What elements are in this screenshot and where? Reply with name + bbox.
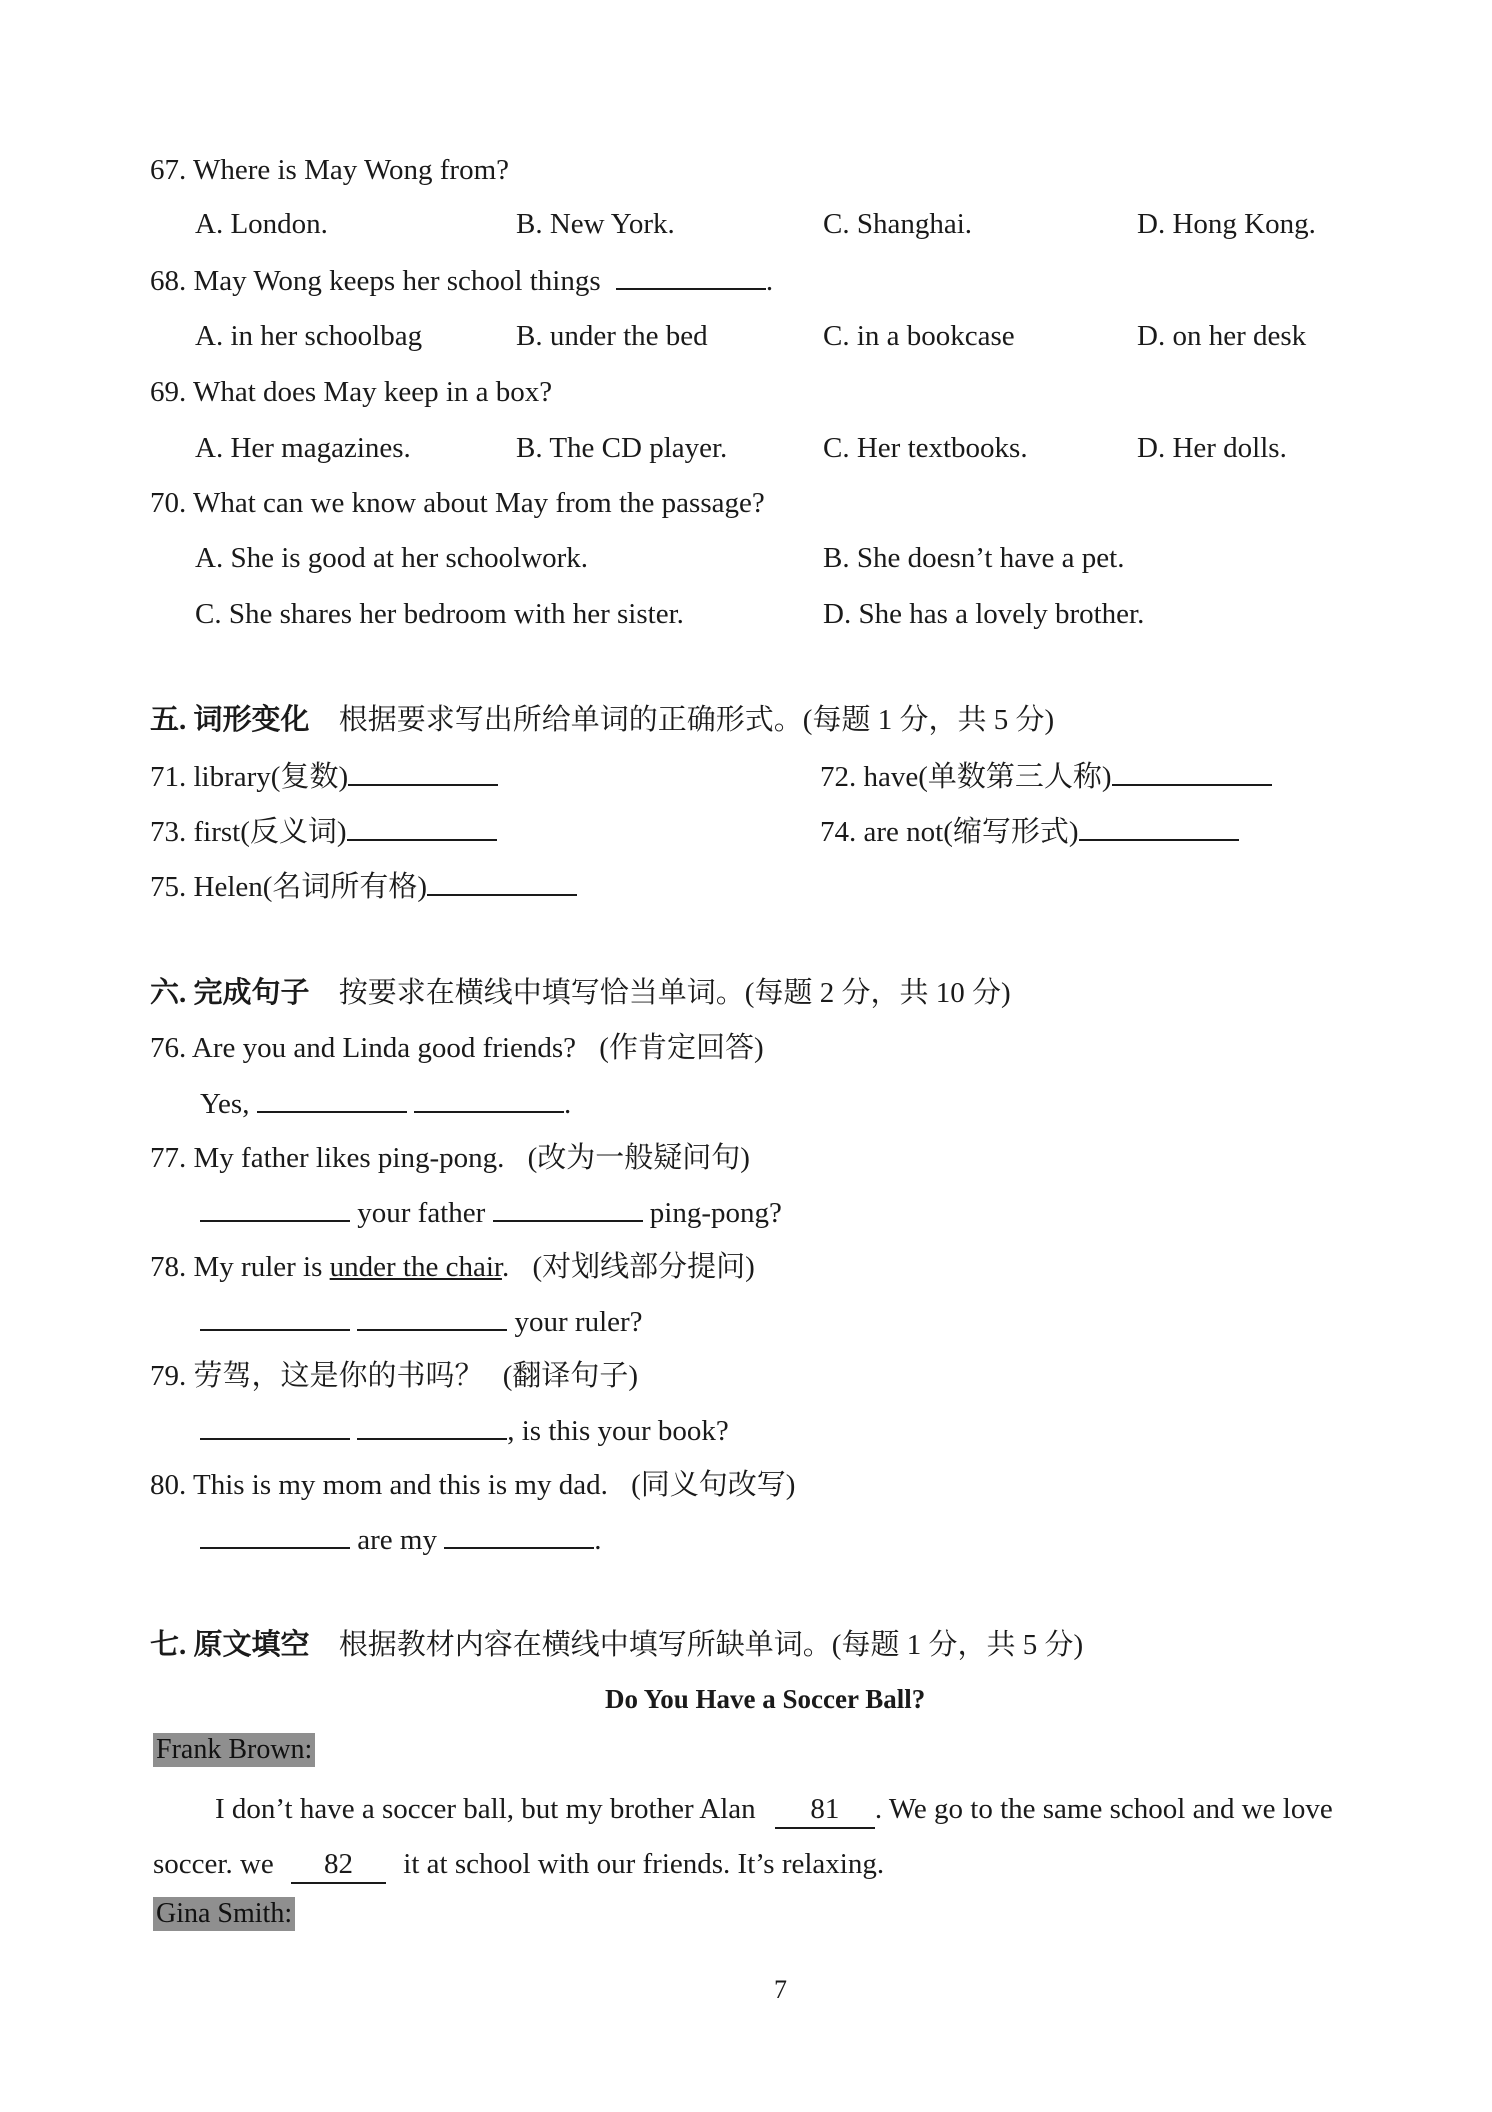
q68-option-c: C. in a bookcase [823, 320, 1015, 352]
page-number: 7 [774, 1975, 787, 2004]
q77-blank-2 [493, 1194, 643, 1222]
q76-stem-text: 76. Are you and Linda good friends? [150, 1032, 577, 1064]
q74-text: 74. are not(缩写形式) [820, 816, 1079, 848]
passage-line-2 [153, 1846, 884, 1884]
q73-answer-blank [347, 813, 497, 841]
q70-option-b: B. She doesn’t have a pet. [823, 542, 1125, 574]
section-5-heading [150, 702, 1054, 738]
q79-hint: (翻译句子) [502, 1360, 639, 1392]
q80-answer-line [200, 1521, 601, 1558]
question-69-stem: 69. What does May keep in a box? [150, 376, 553, 408]
question-79-stem [150, 1358, 638, 1394]
q75-line [150, 868, 577, 905]
q80-answer-middle: are my [357, 1524, 437, 1556]
q78-stem-text: 78. My ruler is [150, 1251, 323, 1283]
section-6-name: 完成句子 [193, 977, 310, 1009]
passage-line-1-text-b: . We go to the same school and we love [874, 1793, 1333, 1825]
passage-line-1-text-a: I don’t have a soccer ball, but my brother Alan [215, 1793, 756, 1825]
q79-answer-line [200, 1412, 729, 1449]
question-77-stem [150, 1140, 750, 1176]
q76-answer-prefix: Yes, [200, 1088, 250, 1120]
q68-answer-blank [616, 262, 766, 290]
q68-stem-text: 68. May Wong keeps her school things [150, 265, 601, 297]
q73-line [150, 813, 497, 850]
q67-option-c: C. Shanghai. [823, 208, 973, 240]
passage-title: Do You Have a Soccer Ball? [605, 1684, 926, 1714]
q79-blank-2 [357, 1412, 507, 1440]
question-76-stem [150, 1030, 764, 1066]
q79-blank-1 [200, 1412, 350, 1440]
q67-option-a: A. London. [195, 208, 328, 240]
q78-underlined-phrase: under the chair [329, 1251, 502, 1283]
q75-text: 75. Helen(名词所有格) [150, 871, 428, 903]
blank-82: 82 [291, 1846, 386, 1884]
q78-stem-end: . [501, 1251, 510, 1283]
q79-stem-text: 79. 劳驾，这是你的书吗？ [150, 1360, 484, 1392]
passage-line-2-text-b: it at school with our friends. It’s relaxing. [403, 1848, 885, 1880]
section-6-number: 六. [150, 977, 187, 1009]
q78-hint: (对划线部分提问) [532, 1251, 755, 1283]
speaker-frank-brown: Frank Brown: [153, 1733, 315, 1767]
question-70-stem: 70. What can we know about May from the passage? [150, 487, 765, 519]
q80-blank-2 [444, 1521, 594, 1549]
q72-answer-blank [1112, 758, 1272, 786]
q77-answer-end: ping-pong? [649, 1197, 782, 1229]
q70-option-a: A. She is good at her schoolwork. [195, 542, 589, 574]
q78-answer-line [200, 1303, 643, 1340]
passage-line-1 [215, 1791, 1333, 1829]
section-7-heading [150, 1627, 1083, 1663]
q76-answer-line [200, 1085, 571, 1122]
q77-answer-line [200, 1194, 782, 1231]
q77-answer-middle: your father [357, 1197, 486, 1229]
q76-answer-end: . [563, 1088, 572, 1120]
q80-hint: (同义句改写) [631, 1469, 796, 1501]
question-67-stem: 67. Where is May Wong from? [150, 154, 510, 186]
q79-answer-end: , is this your book? [507, 1415, 729, 1447]
q72-line [820, 758, 1272, 795]
q77-hint: (改为一般疑问句) [527, 1142, 750, 1174]
section-7-number: 七. [150, 1629, 187, 1661]
question-78-stem [150, 1249, 755, 1285]
q76-hint: (作肯定回答) [599, 1032, 764, 1064]
q80-stem-text: 80. This is my mom and this is my dad. [150, 1469, 608, 1501]
q70-option-c: C. She shares her bedroom with her sister. [195, 598, 684, 630]
q68-stem-end: . [765, 265, 774, 297]
q70-option-d: D. She has a lovely brother. [823, 598, 1145, 630]
section-5-instructions: 根据要求写出所给单词的正确形式。(每题 1 分，共 5 分) [338, 704, 1055, 736]
blank-81: 81 [775, 1791, 875, 1829]
speaker-gina-smith: Gina Smith: [153, 1897, 295, 1931]
q80-answer-end: . [594, 1524, 602, 1556]
passage-line-2-text-a: soccer. we [153, 1848, 274, 1880]
q78-blank-1 [200, 1303, 350, 1331]
q69-option-c: C. Her textbooks. [823, 432, 1028, 464]
section-6-heading [150, 975, 1011, 1011]
q73-text: 73. first(反义词) [150, 816, 347, 848]
q77-blank-1 [200, 1194, 350, 1222]
q71-text: 71. library(复数) [150, 761, 349, 793]
q76-blank-2 [414, 1085, 564, 1113]
q74-line [820, 813, 1239, 850]
section-5-name: 词形变化 [193, 704, 310, 736]
q78-blank-2 [357, 1303, 507, 1331]
section-7-instructions: 根据教材内容在横线中填写所缺单词。(每题 1 分，共 5 分) [338, 1629, 1084, 1661]
q67-option-d: D. Hong Kong. [1137, 208, 1316, 240]
q72-text: 72. have(单数第三人称) [820, 761, 1112, 793]
q71-answer-blank [348, 758, 498, 786]
q68-option-d: D. on her desk [1137, 320, 1307, 352]
q68-option-a: A. in her schoolbag [195, 320, 423, 352]
section-5-number: 五. [150, 704, 187, 736]
question-80-stem [150, 1467, 795, 1503]
section-6-instructions: 按要求在横线中填写恰当单词。(每题 2 分，共 10 分) [338, 977, 1011, 1009]
q75-answer-blank [427, 868, 577, 896]
q69-option-b: B. The CD player. [516, 432, 728, 464]
q68-option-b: B. under the bed [516, 320, 708, 352]
q71-line [150, 758, 498, 795]
q74-answer-blank [1079, 813, 1239, 841]
q69-option-d: D. Her dolls. [1137, 432, 1287, 464]
q78-answer-end: your ruler? [514, 1306, 643, 1338]
q67-option-b: B. New York. [516, 208, 675, 240]
question-68-stem [150, 262, 773, 299]
section-7-name: 原文填空 [193, 1629, 310, 1661]
q76-blank-1 [257, 1085, 407, 1113]
q80-blank-1 [200, 1521, 350, 1549]
q77-stem-text: 77. My father likes ping-pong. [150, 1142, 505, 1174]
q69-option-a: A. Her magazines. [195, 432, 411, 464]
